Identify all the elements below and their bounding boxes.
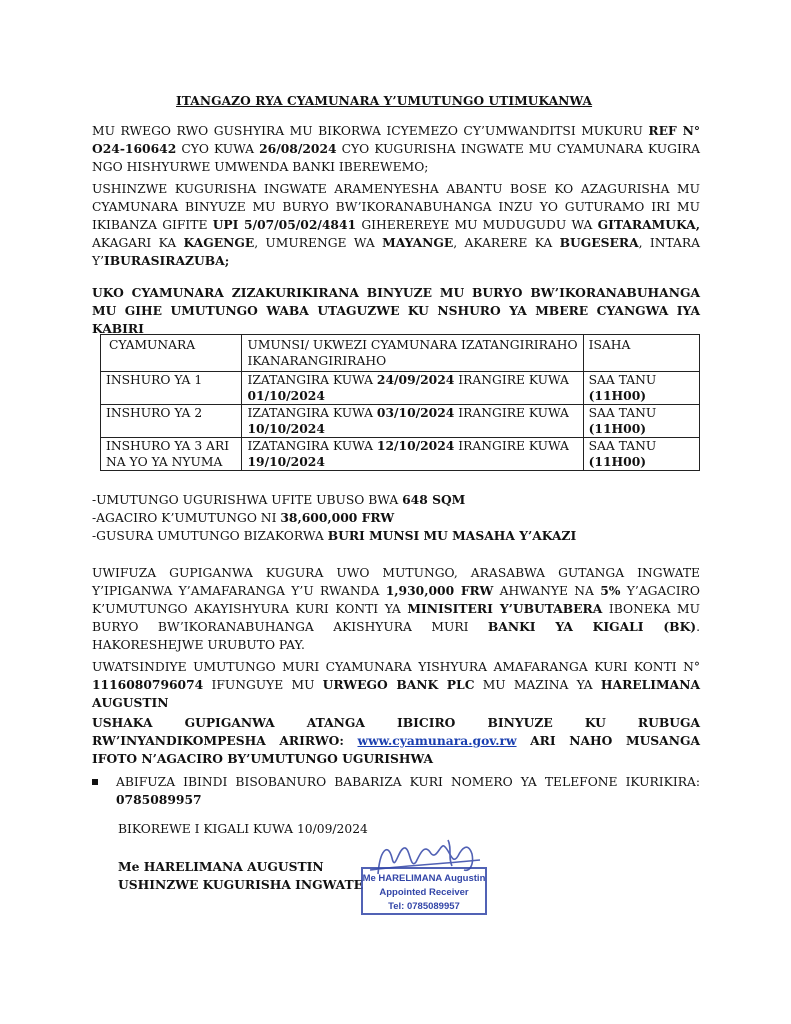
property-value: 38,600,000 FRW — [280, 510, 395, 525]
payment-paragraph — [92, 658, 700, 712]
text: GIHEREREYE MU MUDUGUDU WA — [356, 218, 598, 232]
reference-number: REF N° O24-160642 — [92, 123, 700, 156]
text: ARI NAHO MUSANGA IFOTO N’AGACIRO BY’UMUTUNGO UGURISHWA — [92, 733, 700, 766]
table-header-row — [101, 335, 700, 372]
text: Y’AGACIRO K’UMUTUNGO AKAYISHYURA KURI KONTI YA — [92, 584, 700, 616]
text: IRANGIRE KUWA — [454, 373, 569, 387]
time-label: SAA TANU — [588, 373, 657, 387]
text: . HAKORESHEJWE URUBUTO PAY. — [92, 620, 701, 652]
visit-schedule: BURI MUNSI MU MASAHA Y’AKAZI — [327, 528, 577, 543]
contact-text — [116, 773, 700, 809]
dates-cell — [242, 405, 583, 438]
column-header: ISAHA — [583, 335, 699, 372]
account-holder: HARELIMANA AUGUSTIN — [92, 677, 700, 710]
text: CYO KUGURISHA INGWATE MU CYAMUNARA KUGIRA NGO HISHYURWE UMWENDA BANKI IBEREWEMO; — [92, 142, 700, 174]
bidding-paragraph — [92, 714, 700, 768]
table-row — [101, 438, 700, 471]
schedule-heading: UKO CYAMUNARA ZIZAKURIKIRANA BINYUZE MU BURYO BW’IKORANABUHANGA MU GIHE UMUTUNGO WABA UTAGUZWE KU NSHURO YA MBERE CYANGWA IYA KABIRI — [92, 285, 700, 336]
text: CYO KUWA — [176, 142, 260, 156]
text: ABIFUZA IBINDI BISOBANURO BABARIZA KURI NOMERO YA TELEFONE IKURIKIRA: — [116, 775, 700, 789]
auction-schedule-table — [100, 334, 700, 471]
round-cell: INSHURO YA 1 — [101, 372, 242, 405]
time-cell — [583, 405, 699, 438]
text: MU RWEGO RWO GUSHYIRA MU BIKORWA ICYEMEZO CY’UMWANDITSI MUKURU — [92, 124, 649, 138]
bank-name: URWEGO BANK PLC — [322, 677, 475, 692]
start-date: 12/10/2024 — [376, 438, 455, 453]
bullet-icon — [92, 779, 98, 785]
time-cell — [583, 438, 699, 471]
text: IFUNGUYE MU — [203, 678, 323, 692]
text: USHAKA GUPIGANWA ATANGA IBICIRO BINYUZE KU RUBUGA RW’INYANDIKOMPESHA ARIRWO: — [92, 715, 700, 748]
account-number: 1116080796074 — [92, 677, 204, 692]
deposit-paragraph — [92, 564, 700, 654]
text: IZATANGIRA KUWA — [247, 406, 377, 420]
text: USHINZWE KUGURISHA INGWATE ARAMENYESHA ABANTU BOSE KO AZAGURISHA MU CYAMUNARA BINYUZE MU BURYO BW’IKORANABUHANGA INZU YO GUTURAMO IRI MU IKIBANZA GIFITE — [92, 182, 700, 232]
stamp-line1: Me HARELIMANA Augustin — [362, 873, 486, 884]
table-row — [101, 372, 700, 405]
text: , UMURENGE WA — [254, 236, 383, 250]
official-stamp — [340, 836, 490, 918]
property-facts — [92, 491, 576, 545]
text: IRANGIRE KUWA — [454, 439, 569, 453]
time-value: (11H00) — [588, 421, 647, 436]
cell: KAGENGE — [183, 235, 255, 250]
stamp-line3: Tel: 0785089957 — [388, 901, 460, 912]
start-date: 24/09/2024 — [376, 372, 455, 387]
text: UWATSINDIYE UMUTUNGO MURI CYAMUNARA YISHYURA AMAFARANGA KURI KONTI N° — [92, 660, 700, 674]
text: -GUSURA UMUTUNGO BIZAKORWA — [92, 529, 328, 543]
fact-visit — [92, 527, 576, 545]
district: BUGESERA — [559, 235, 639, 250]
text: IZATANGIRA KUWA — [247, 439, 377, 453]
decision-date: 26/08/2024 — [259, 141, 337, 156]
end-date: 10/10/2024 — [247, 421, 325, 436]
text: -UMUTUNGO UGURISHWA UFITE UBUSO BWA — [92, 493, 403, 507]
round-cell: INSHURO YA 2 — [101, 405, 242, 438]
column-header: UMUNSI/ UKWEZI CYAMUNARA IZATANGIRIRAHO IKANARANGIRIRAHO — [242, 335, 583, 372]
text: IBONEKA MU BURYO BW’IKORANABUHANGA AKISHYURA MURI — [92, 602, 701, 634]
text: IRANGIRE KUWA — [454, 406, 569, 420]
village: GITARAMUKA, — [597, 217, 700, 232]
province: IBURASIRAZUBA; — [104, 253, 230, 268]
upi-number: UPI 5/07/05/02/4841 — [212, 217, 357, 232]
ministry-name: MINISITERI Y’UBUTABERA — [407, 601, 603, 616]
time-value: (11H00) — [588, 388, 647, 403]
text: UWIFUZA GUPIGANWA KUGURA UWO MUTUNGO, ARASABWA GUTANGA INGWATE Y’IPIGANWA Y’AMAFARANGA Y’U RWANDA — [92, 566, 700, 598]
column-header: CYAMUNARA — [101, 335, 242, 372]
start-date: 03/10/2024 — [376, 405, 455, 420]
place-and-date: BIKOREWE I KIGALI KUWA 10/09/2024 — [118, 822, 368, 836]
text: IZATANGIRA KUWA — [247, 373, 377, 387]
time-cell — [583, 372, 699, 405]
intro-paragraph — [92, 122, 700, 176]
text: , AKARERE KA — [453, 236, 560, 250]
auction-website-link[interactable]: www.cyamunara.gov.rw — [357, 733, 517, 748]
deposit-amount: 1,930,000 FRW — [385, 583, 494, 598]
dates-cell — [242, 438, 583, 471]
time-value: (11H00) — [588, 454, 647, 469]
page-title: ITANGAZO RYA CYAMUNARA Y’UMUTUNGO UTIMUKANWA — [176, 94, 593, 108]
table-row — [101, 405, 700, 438]
text: AHWANYE NA — [493, 584, 601, 598]
area-value: 648 SQM — [402, 492, 466, 507]
signatory-name: Me HARELIMANA AUGUSTIN — [118, 859, 324, 874]
signatory-role: USHINZWE KUGURISHA INGWATE — [118, 877, 364, 892]
phone-number: 0785089957 — [116, 792, 202, 807]
text: MU MAZINA YA — [474, 678, 601, 692]
text: AKAGARI KA — [92, 236, 184, 250]
deposit-percent: 5% — [600, 583, 621, 598]
text: -AGACIRO K’UMUTUNGO NI — [92, 511, 281, 525]
fact-area — [92, 491, 576, 509]
end-date: 19/10/2024 — [247, 454, 325, 469]
round-cell: INSHURO YA 3 ARI NA YO YA NYUMA — [101, 438, 242, 471]
stamp-line2: Appointed Receiver — [379, 887, 469, 898]
fact-value — [92, 509, 576, 527]
end-date: 01/10/2024 — [247, 388, 325, 403]
time-label: SAA TANU — [588, 406, 657, 420]
dates-cell — [242, 372, 583, 405]
sector: MAYANGE — [382, 235, 454, 250]
property-paragraph — [92, 180, 700, 270]
bank-name: BANKI YA KIGALI (BK) — [487, 619, 697, 634]
time-label: SAA TANU — [588, 439, 657, 453]
text: , INTARA Y’ — [92, 236, 701, 268]
